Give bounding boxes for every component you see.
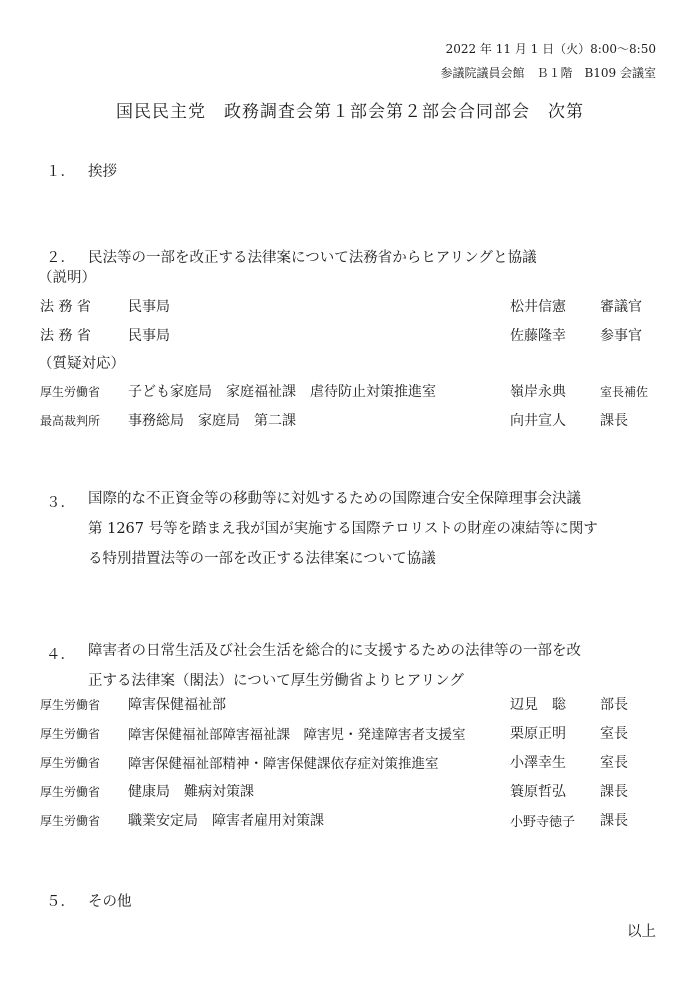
row-name: 松井信憲 [510, 299, 566, 315]
hearing-row [40, 752, 662, 774]
row-name: 嶺岸永典 [510, 384, 566, 400]
section-4-line: 障害者の日常生活及び社会生活を総合的に支援するための法律等の一部を改 [88, 643, 581, 659]
row-position: 室長 [600, 755, 628, 771]
row-org: 厚生労働省 [40, 814, 101, 828]
section-5-text: その他 [88, 894, 132, 910]
row-position: 課長 [600, 413, 628, 429]
row-dept: 職業安定局 障害者雇用対策課 [128, 813, 324, 829]
row-dept: 民事局 [128, 299, 170, 315]
section-1-text: 挨拶 [88, 164, 117, 180]
row-position: 室長 [600, 726, 628, 742]
row-position: 審議官 [600, 299, 642, 315]
row-org: 厚生労働省 [40, 385, 101, 399]
row-name: 佐藤隆幸 [510, 328, 566, 344]
section-2-text: 民法等の一部を改正する法律案について法務省からヒアリングと協議 [88, 250, 537, 266]
section-1-number: １． [46, 164, 75, 180]
section-3-line: 第 1267 号等を踏まえ我が国が実施する国際テロリストの財産の凍結等に関す [88, 521, 598, 537]
hearing-row [40, 810, 662, 832]
row-dept: 障害保健福祉部障害福祉課 障害児・発達障害者支援室 [128, 727, 466, 743]
row-name: 小澤幸生 [510, 755, 566, 771]
meeting-location: 参議院議員会館 Ｂ１階 B109 会議室 [440, 66, 656, 80]
section-3-text [88, 484, 598, 574]
qa-row [40, 381, 662, 403]
row-name: 辺見 聡 [510, 697, 566, 713]
section-4-line: 正する法律案（閣法）について厚生労働省よりヒアリング [88, 673, 464, 689]
section-3-line: る特別措置法等の一部を改正する法律案について協議 [88, 551, 436, 567]
row-position: 部長 [600, 697, 628, 713]
row-dept: 事務総局 家庭局 第二課 [128, 413, 296, 429]
section-5-number: ５． [46, 894, 75, 910]
closing-mark: 以上 [627, 924, 656, 940]
section-4-text [88, 636, 581, 696]
row-org: 法 務 省 [40, 328, 91, 344]
section-3-line: 国際的な不正資金等の移動等に対処するための国際連合安全保障理事会決議 [88, 491, 581, 507]
qa-label: （質疑対応） [38, 356, 125, 372]
section-3-number: ３． [46, 495, 75, 511]
row-position: 課長 [600, 784, 628, 800]
meeting-date-time: 2022 年 11 月 1 日（火）8:00～8:50 [445, 42, 656, 56]
row-org: 厚生労働省 [40, 698, 101, 712]
row-org: 厚生労働省 [40, 727, 101, 741]
qa-row [40, 410, 662, 432]
hearing-row [40, 694, 662, 716]
row-org: 法 務 省 [40, 299, 91, 315]
row-position: 課長 [600, 813, 628, 829]
section-2-number: ２． [46, 250, 75, 266]
explanation-row [40, 325, 662, 347]
row-position: 参事官 [600, 328, 642, 344]
explanation-label: （説明） [38, 270, 96, 286]
row-name: 栗原正明 [510, 726, 566, 742]
row-dept: 障害保健福祉部精神・障害保健課依存症対策推進室 [128, 756, 439, 772]
hearing-row [40, 723, 662, 745]
row-dept: 健康局 難病対策課 [128, 784, 254, 800]
row-org: 厚生労働省 [40, 756, 101, 770]
row-dept: 障害保健福祉部 [128, 697, 226, 713]
hearing-row [40, 781, 662, 803]
row-org: 最高裁判所 [40, 414, 101, 428]
row-name: 向井宣人 [510, 413, 566, 429]
row-name: 簑原哲弘 [510, 784, 566, 800]
row-name: 小野寺徳子 [510, 815, 576, 830]
row-dept: 民事局 [128, 328, 170, 344]
row-dept: 子ども家庭局 家庭福祉課 虐待防止対策推進室 [128, 384, 436, 400]
row-position: 室長補佐 [600, 385, 649, 399]
explanation-row [40, 296, 662, 318]
row-org: 厚生労働省 [40, 785, 101, 799]
page-title: 国民民主党 政務調査会第１部会第２部会合同部会 次第 [116, 102, 584, 122]
section-4-number: ４． [46, 647, 75, 663]
